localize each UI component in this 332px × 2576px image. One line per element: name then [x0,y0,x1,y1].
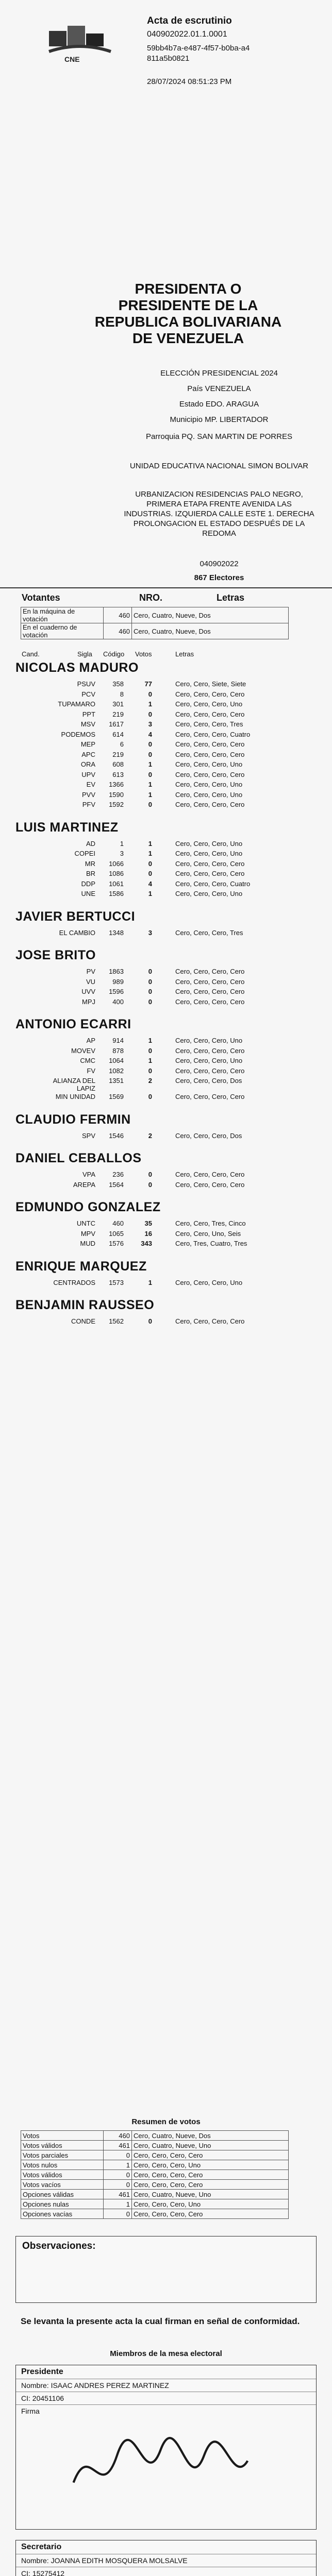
electores-count: 867 Electores [194,573,244,582]
party-sigla: VPA [82,1171,95,1179]
party-code: 613 [112,770,124,778]
party-votes: 1 [148,1278,152,1286]
party-code: 1569 [109,1093,124,1101]
party-code: 1351 [109,1077,124,1084]
resumen-letras: Cero, Cuatro, Nueve, Uno [132,2141,289,2150]
candidate-name: DANIEL CEBALLOS [15,1151,142,1166]
party-votes: 1 [148,1037,152,1044]
centro: UNIDAD EDUCATIVA NACIONAL SIMON BOLIVAR [129,462,309,470]
acta-header [0,0,332,139]
party-sigla: MR [85,859,95,868]
party-votes-letras: Cero, Cero, Cero, Cero [175,997,245,1006]
resumen-label: Opciones vacías [21,2209,104,2219]
resumen-num: 0 [104,2150,132,2160]
resumen-letras: Cero, Cero, Cero, Cero [132,2150,289,2160]
acta-datetime: 28/07/2024 08:51:23 PM [147,77,232,86]
party-code: 1562 [109,1317,124,1326]
party-code: 219 [112,710,124,718]
party-votes-letras: Cero, Cero, Cero, Cero [175,988,245,995]
party-sigla: MPV [80,1229,95,1238]
votantes-maquina: En la máquina de votación 460 Cero, Cuatro, Nueve, Dos [21,607,289,623]
candidate-name: LUIS MARTINEZ [15,820,119,835]
party-code: 1 [120,839,124,848]
party-votes: 0 [148,740,152,748]
party-sigla: PCV [81,690,95,698]
party-votes: 4 [148,730,152,738]
party-sigla: VU [86,977,95,986]
party-votes-letras: Cero, Cero, Cero, Uno [175,760,243,768]
resumen-label: Opciones válidas [21,2190,104,2199]
observaciones-title: Observaciones: [22,2241,96,2251]
party-code: 1592 [109,801,124,808]
candidate-name: JAVIER BERTUCCI [15,909,136,924]
codigo-centro: 040902022 [200,560,239,568]
resumen-letras: Cero, Cero, Cero, Cero [132,2170,289,2180]
signature-scribble [22,2417,310,2515]
party-votes-letras: Cero, Cero, Siete, Siete [175,680,246,688]
resumen-num: 0 [104,2180,132,2190]
party-votes-letras: Cero, Cero, Cero, Cero [175,968,245,975]
party-votes-letras: Cero, Cero, Cero, Tres [175,928,243,937]
party-sigla: PODEMOS [61,730,95,738]
party-sigla: CENTRADOS [53,1278,95,1286]
party-sigla: SPV [81,1131,95,1140]
party-code: 236 [112,1171,124,1179]
resumen-row [21,2190,289,2199]
party-votes-letras: Cero, Cero, Cero, Uno [175,1278,243,1286]
party-code: 1065 [109,1229,124,1238]
party-sigla: CONDE [71,1317,95,1326]
candidate-name: ENRIQUE MARQUEZ [15,1259,147,1274]
direccion: URBANIZACION RESIDENCIAS PALO NEGRO, PRIMERA ETAPA FRENTE AVENIDA LAS INDUSTRIAS. IZQUIERDA CALLE ESTE 1. DERECHA PROLONGACION EL ESTADO DESPUÉS DE LA REDOMA [124,490,314,538]
party-votes-letras: Cero, Cero, Cero, Uno [175,839,243,848]
party-votes-letras: Cero, Cero, Cero, Cuatro [175,879,251,888]
candidate-name: CLAUDIO FERMIN [15,1112,131,1127]
party-votes-letras: Cero, Cero, Cero, Uno [175,850,243,857]
party-votes-letras: Cero, Cero, Cero, Cero [175,1180,245,1189]
party-sigla: AP [86,1037,95,1044]
party-sigla: AD [86,839,95,848]
party-votes: 1 [148,850,152,857]
party-votes-letras: Cero, Cero, Cero, Uno [175,890,243,897]
party-code: 1348 [109,928,124,937]
party-votes-letras: Cero, Cero, Tres, Cinco [175,1219,246,1228]
party-sigla: ALIANZA DEL LAPIZ [53,1077,95,1092]
party-votes: 0 [148,859,152,868]
party-votes: 0 [148,710,152,718]
resumen-label: Votos válidos [21,2141,104,2150]
party-sigla: UNE [81,890,95,897]
party-votes-letras: Cero, Cero, Cero, Cero [175,740,245,748]
acta-code: 59bb4b7a-e487-4f57-b0ba-a4811a5b0821 [147,44,250,63]
party-votes: 1 [148,781,152,788]
party-code: 1596 [109,988,124,995]
resumen-label: Votos válidos [21,2170,104,2180]
estado: Estado EDO. ARAGUA [179,400,259,409]
resumen-label: Votos nulos [21,2160,104,2170]
resumen-num: 460 [104,2131,132,2141]
party-votes-letras: Cero, Cero, Cero, Cero [175,770,245,778]
party-code: 1082 [109,1066,124,1075]
party-votes-letras: Cero, Cero, Cero, Cero [175,1046,245,1055]
party-code: 8 [120,690,124,698]
party-sigla: BR [86,870,95,877]
resumen-letras: Cero, Cero, Cero, Uno [132,2160,289,2170]
party-code: 1546 [109,1131,124,1140]
party-sigla: PSUV [77,680,95,688]
party-code: 1863 [109,968,124,975]
party-votes: 0 [148,1066,152,1075]
party-sigla: ORA [80,760,95,768]
resumen-row [21,2150,289,2160]
party-votes: 0 [148,1180,152,1189]
party-votes-letras: Cero, Cero, Cero, Uno [175,1057,243,1064]
party-sigla: EV [86,781,95,788]
signer-role: Presidente [16,2365,316,2379]
election-name: ELECCIÓN PRESIDENCIAL 2024 [160,369,278,378]
party-votes: 0 [148,1046,152,1055]
party-code: 608 [112,760,124,768]
acta-title: Acta de escrutinio [147,15,232,26]
party-sigla: APC [81,750,95,758]
party-votes-letras: Cero, Cero, Cero, Cero [175,1317,245,1326]
resumen-letras: Cero, Cero, Cero, Cero [132,2180,289,2190]
resumen-letras: Cero, Cuatro, Nueve, Uno [132,2190,289,2199]
party-votes-letras: Cero, Cero, Cero, Uno [175,1037,243,1044]
party-code: 358 [112,680,124,688]
party-votes-letras: Cero, Tres, Cuatro, Tres [175,1240,247,1248]
resumen-letras: Cero, Cero, Cero, Cero [132,2209,289,2219]
party-sigla: UPV [81,770,95,778]
resumen-label: Votos [21,2131,104,2141]
party-sigla: MUD [80,1240,95,1248]
signature-stroke [74,2438,248,2483]
resumen-title: Resumen de votos [131,2117,201,2126]
candidate-name: NICOLAS MADURO [15,660,139,675]
party-votes: 2 [148,1131,152,1140]
resumen-num: 0 [104,2209,132,2219]
party-votes-letras: Cero, Cero, Uno, Seis [175,1229,241,1238]
votantes-cuaderno: En el cuaderno de votación 460 Cero, Cuatro, Nueve, Dos [21,623,289,639]
resumen-row [21,2141,289,2150]
party-votes-letras: Cero, Cero, Cero, Cero [175,859,245,868]
party-code: 1590 [109,790,124,799]
party-votes: 1 [148,760,152,768]
party-votes: 0 [148,690,152,698]
party-votes-letras: Cero, Cero, Cero, Cero [175,870,245,877]
party-code: 460 [112,1219,124,1228]
resumen-label: Opciones nulas [21,2199,104,2209]
party-votes: 0 [148,770,152,778]
resumen-row [21,2209,289,2219]
party-votes-letras: Cero, Cero, Cero, Dos [175,1077,242,1084]
parroquia: Parroquia PQ. SAN MARTIN DE PORRES [146,432,292,441]
party-votes: 1 [148,700,152,708]
party-code: 1064 [109,1057,124,1064]
party-votes: 0 [148,1171,152,1179]
candidate-name: BENJAMIN RAUSSEO [15,1298,155,1313]
page-title: PRESIDENTA O PRESIDENTE DE LA REPUBLICA BOLIVARIANA DE VENEZUELA [94,281,282,346]
cne-logo [44,21,116,67]
party-code: 1576 [109,1240,124,1248]
party-votes-letras: Cero, Cero, Cero, Dos [175,1131,242,1140]
resumen-num: 1 [104,2160,132,2170]
members-title: Miembros de la mesa electoral [110,2349,222,2358]
party-votes: 0 [148,997,152,1006]
party-votes: 1 [148,839,152,848]
party-code: 1564 [109,1180,124,1189]
party-code: 989 [112,977,124,986]
signer-ci: CI: 20451106 [16,2392,316,2405]
candidate-name: JOSE BRITO [15,948,96,962]
party-votes: 1 [148,790,152,799]
signer-role: Secretario [16,2540,316,2554]
party-code: 1061 [109,879,124,888]
party-votes: 1 [148,890,152,897]
party-votes-letras: Cero, Cero, Cero, Cero [175,750,245,758]
party-votes: 0 [148,750,152,758]
party-votes: 4 [148,879,152,888]
resumen-num: 0 [104,2170,132,2180]
party-code: 878 [112,1046,124,1055]
party-votes: 3 [148,928,152,937]
acta-number: 040902022.01.1.0001 [147,30,227,39]
party-sigla: PFV [82,801,95,808]
party-votes-letras: Cero, Cero, Cero, Uno [175,790,243,799]
resumen-label: Votos vacíos [21,2180,104,2190]
party-code: 1086 [109,870,124,877]
party-votes-letras: Cero, Cero, Cero, Uno [175,700,243,708]
closing-text: Se levanta la presente acta la cual firman en señal de conformidad. [21,2316,300,2326]
party-votes: 0 [148,801,152,808]
candidate-name: ANTONIO ECARRI [15,1017,131,1031]
resumen-row [21,2170,289,2180]
party-votes-letras: Cero, Cero, Cero, Cero [175,1171,245,1179]
party-votes-letras: Cero, Cero, Cero, Cuatro [175,730,251,738]
party-sigla: MOVEV [71,1046,95,1055]
party-code: 1066 [109,859,124,868]
party-code: 1586 [109,890,124,897]
party-votes-letras: Cero, Cero, Cero, Cero [175,1066,245,1075]
party-sigla: MEP [80,740,95,748]
signer-box [15,2540,317,2576]
candidate-name: EDMUNDO GONZALEZ [15,1200,161,1215]
party-code: 3 [120,850,124,857]
signer-ci: CI: 15275412 [16,2567,316,2576]
signer-box [15,2365,317,2530]
party-sigla: PV [86,968,95,975]
resumen-num: 461 [104,2190,132,2199]
party-sigla: MIN UNIDAD [55,1093,95,1101]
observaciones-box [15,2236,317,2303]
party-code: 1573 [109,1278,124,1286]
party-votes: 0 [148,968,152,975]
resumen-label: Votos parciales [21,2150,104,2160]
resumen-letras: Cero, Cero, Cero, Uno [132,2199,289,2209]
party-votes-letras: Cero, Cero, Cero, Cero [175,690,245,698]
party-votes: 0 [148,988,152,995]
party-votes: 35 [144,1219,152,1228]
party-sigla: CMC [80,1057,95,1064]
party-sigla: MSV [80,720,95,728]
party-code: 1366 [109,781,124,788]
party-votes: 343 [141,1240,152,1248]
party-sigla: UNTC [76,1219,95,1228]
party-code: 301 [112,700,124,708]
signer-name: Nombre: ISAAC ANDRES PEREZ MARTINEZ [16,2379,316,2392]
party-votes: 16 [144,1229,152,1238]
party-code: 914 [112,1037,124,1044]
municipio: Municipio MP. LIBERTADOR [170,415,269,424]
signer-name: Nombre: JOANNA EDITH MOSQUERA MOLSALVE [16,2554,316,2567]
party-votes-letras: Cero, Cero, Cero, Tres [175,720,243,728]
party-code: 400 [112,997,124,1006]
party-votes-letras: Cero, Cero, Cero, Cero [175,801,245,808]
resumen-num: 1 [104,2199,132,2209]
party-sigla: DDP [81,879,95,888]
party-votes-letras: Cero, Cero, Cero, Cero [175,1093,245,1101]
svg-text:CNE: CNE [64,55,80,63]
party-votes: 0 [148,1317,152,1326]
party-code: 614 [112,730,124,738]
resumen-letras: Cero, Cuatro, Nueve, Dos [132,2131,289,2141]
party-votes: 1 [148,1057,152,1064]
resumen-row [21,2180,289,2190]
party-sigla: PVV [81,790,95,799]
party-votes: 0 [148,977,152,986]
party-votes: 2 [148,1077,152,1084]
party-sigla: TUPAMARO [58,700,95,708]
party-votes-letras: Cero, Cero, Cero, Cero [175,710,245,718]
resumen-num: 461 [104,2141,132,2150]
party-votes: 3 [148,720,152,728]
party-sigla: PPT [82,710,95,718]
party-sigla: COPEI [74,850,95,857]
party-code: 219 [112,750,124,758]
party-votes: 0 [148,870,152,877]
pais: País VENEZUELA [187,384,251,393]
party-sigla: MPJ [82,997,95,1006]
party-sigla: EL CAMBIO [59,928,95,937]
resumen-row [21,2199,289,2209]
party-votes-letras: Cero, Cero, Cero, Cero [175,977,245,986]
party-votes: 0 [148,1093,152,1101]
party-sigla: UVV [81,988,95,995]
party-code: 6 [120,740,124,748]
signer-firma-label: Firma [21,2407,40,2415]
party-sigla: FV [87,1066,95,1075]
party-votes: 77 [144,680,152,688]
party-sigla: AREPA [73,1180,95,1189]
resumen-row [21,2131,289,2141]
party-code: 1617 [109,720,124,728]
resumen-row [21,2160,289,2170]
party-votes-letras: Cero, Cero, Cero, Uno [175,781,243,788]
acta-page: CNE Acta de escrutinio 040902022.01.1.0001 59bb4b7a-e487-4f57-b0ba-a4811a5b0821 28/07/2024 08:51:23 PM PRESIDENTA O PRESIDENTE DE LA REPUBLICA BOLIVARIANA DE VENEZUELA ELECCIÓN PRESIDENCIAL 2024 País VENEZUELA Estado EDO. ARAGUA Municipio MP. LIBERTADOR Parroquia PQ. SAN MARTIN DE PORRES UNIDAD EDUCATIVA NACIONAL SIMON BOLIVAR URBANIZACION RESIDENCIAS PALO NEGRO, PRIMERA ETAPA FRENTE AVENIDA LAS INDUSTRIAS. IZQUIERDA CALLE ESTE 1. DERECHA PROLONGACION EL ESTADO DESPUÉS DE LA REDOMA 040902022 867 Electores Votantes NRO. Letras En la máquina de votación 460 Cero, Cuatro, Nueve, Dos En el cuaderno de votación 460 Cero, Cuatro, Nueve, Dos Cand. Sigla Código Votos Letras NICOLAS MADURO PSUV 358 77 Cero, Cero, Siete, Siete PCV 8 0 Cero, Cero, Cero, Cero TUPAMARO 301 1 Cero, Cero, Cero, Uno PPT 219 0 Cero, Cero, Cero, Cero MSV 1617 3 Cero, Cero, Cero, Tres PODEMOS 614 4 Cero, Cero, Cero, Cuatro MEP 6 0 Cero, Cero, Cero, Cero APC 219 0 Cero, Cero, Cero, Cero ORA 608 1 Cero, Cero, Cero, Uno UPV 613 0 Cero, Cero, Cero, Cero EV 1366 1 Cero, Cero, Cero, Uno PVV 1590 1 Cero, Cero, Cero, Uno PFV 1592 0 Cero, Cero, Cero, Cero LUIS MARTINEZ AD 1 1 Cero, Cero, Cero, Uno COPEI 3 1 Cero, Cero, Cero, Uno MR 1066 0 Cero, Cero, Cero, Cero BR 1086 0 Cero, Cero, Cero, Cero DDP 1061 4 Cero, Cero, Cero, Cuatro UNE 1586 1 Cero, Cero, Cero, Uno JAVIER BERTUCCI EL CAMBIO 1348 3 Cero, Cero, Cero, Tres JOSE BRITO PV 1863 0 Cero, Cero, Cero, Cero VU 989 0 Cero, Cero, Cero, Cero UVV 1596 0 Cero, Cero, Cero, Cero MPJ 400 0 Cero, Cero, Cero, Cero ANTONIO ECARRI AP 914 1 Cero, Cero, Cero, Uno MOVEV 878 0 Cero, Cero, Cero, Cero CMC 1064 1 Cero, Cero, Cero, Uno FV 1082 0 Cero, Cero, Cero, Cero ALIANZA DEL LAPIZ 1351 2 Cero, Cero, Cero, Dos MIN UNIDAD 1569 0 Cero, Cero, Cero, Cero CLAUDIO FERMIN SPV 1546 2 Cero, Cero, Cero, Dos DANIEL CEBALLOS VPA 236 0 Cero, Cero, Cero, Cero AREPA 1564 0 Cero, Cero, Cero, Cero EDMUNDO GONZALEZ UNTC 460 35 Cero, Cero, Tres, Cinco MPV 1065 16 Cero, Cero, Uno, Seis MUD 1576 343 Cero, Tres, Cuatro, Tres ENRIQUE MARQUEZ CENTRADOS 1573 1 Cero, Cero, Cero, Uno BENJAMIN RAUSSEO CONDE 1562 0 Cero, Cero, Cero, Cero Resumen de votos Votos 460 Cero, Cuatro, Nueve, Dos Votos válidos 461 Cero, Cuatro, Nueve, Uno Votos parciales 0 Cero, Cero, Cero, Cero Votos nulos 1 Cero, Cero, Cero, Uno Votos válidos 0 Cero, Cero, Cero, Cero Votos vacíos 0 Cero, Cero, Cero, Cero Opciones válidas 461 Cero, Cuatro, Nueve, Uno Opciones nulas 1 Cero, Cero, Cero, Uno Opciones vacías 0 Cero, Cero, Cero, Cero Observaciones: Se levanta la presente acta la cual firman en señal de conformidad. Miembros de la mesa electoral Presidente Nombre: ISAAC ANDRES PEREZ MARTINEZ CI: 20451106 Firma Secretario Nombre: JOANNA EDITH MOSQUERA MOLSALVE CI: 15275412 [0,0,332,2576]
